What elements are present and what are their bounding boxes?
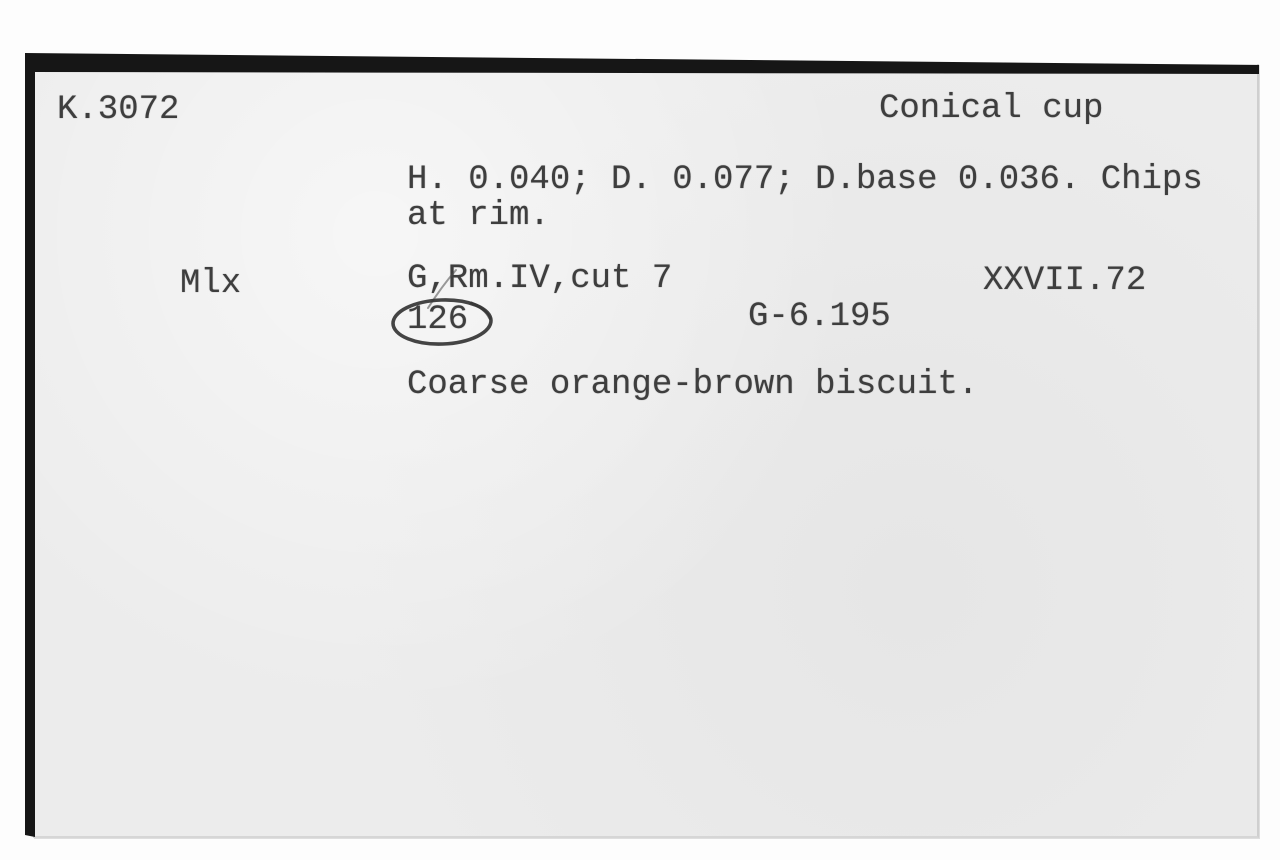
fabric-description: Coarse orange-brown biscuit. bbox=[407, 366, 979, 404]
circled-find-number: 126 bbox=[407, 301, 469, 339]
findspot-line: G,Rm.IV,cut 7 bbox=[407, 260, 673, 298]
object-title: Conical cup bbox=[879, 90, 1104, 128]
plate-reference: XXVII.72 bbox=[983, 262, 1147, 300]
material-code: Mlx bbox=[180, 265, 242, 303]
dimensions-line-2: at rim. bbox=[407, 197, 550, 235]
box-reference: G-6.195 bbox=[748, 298, 891, 336]
catalog-number: K.3072 bbox=[57, 91, 180, 129]
dimensions-line-1: H. 0.040; D. 0.077; D.base 0.036. Chips bbox=[407, 161, 1203, 199]
